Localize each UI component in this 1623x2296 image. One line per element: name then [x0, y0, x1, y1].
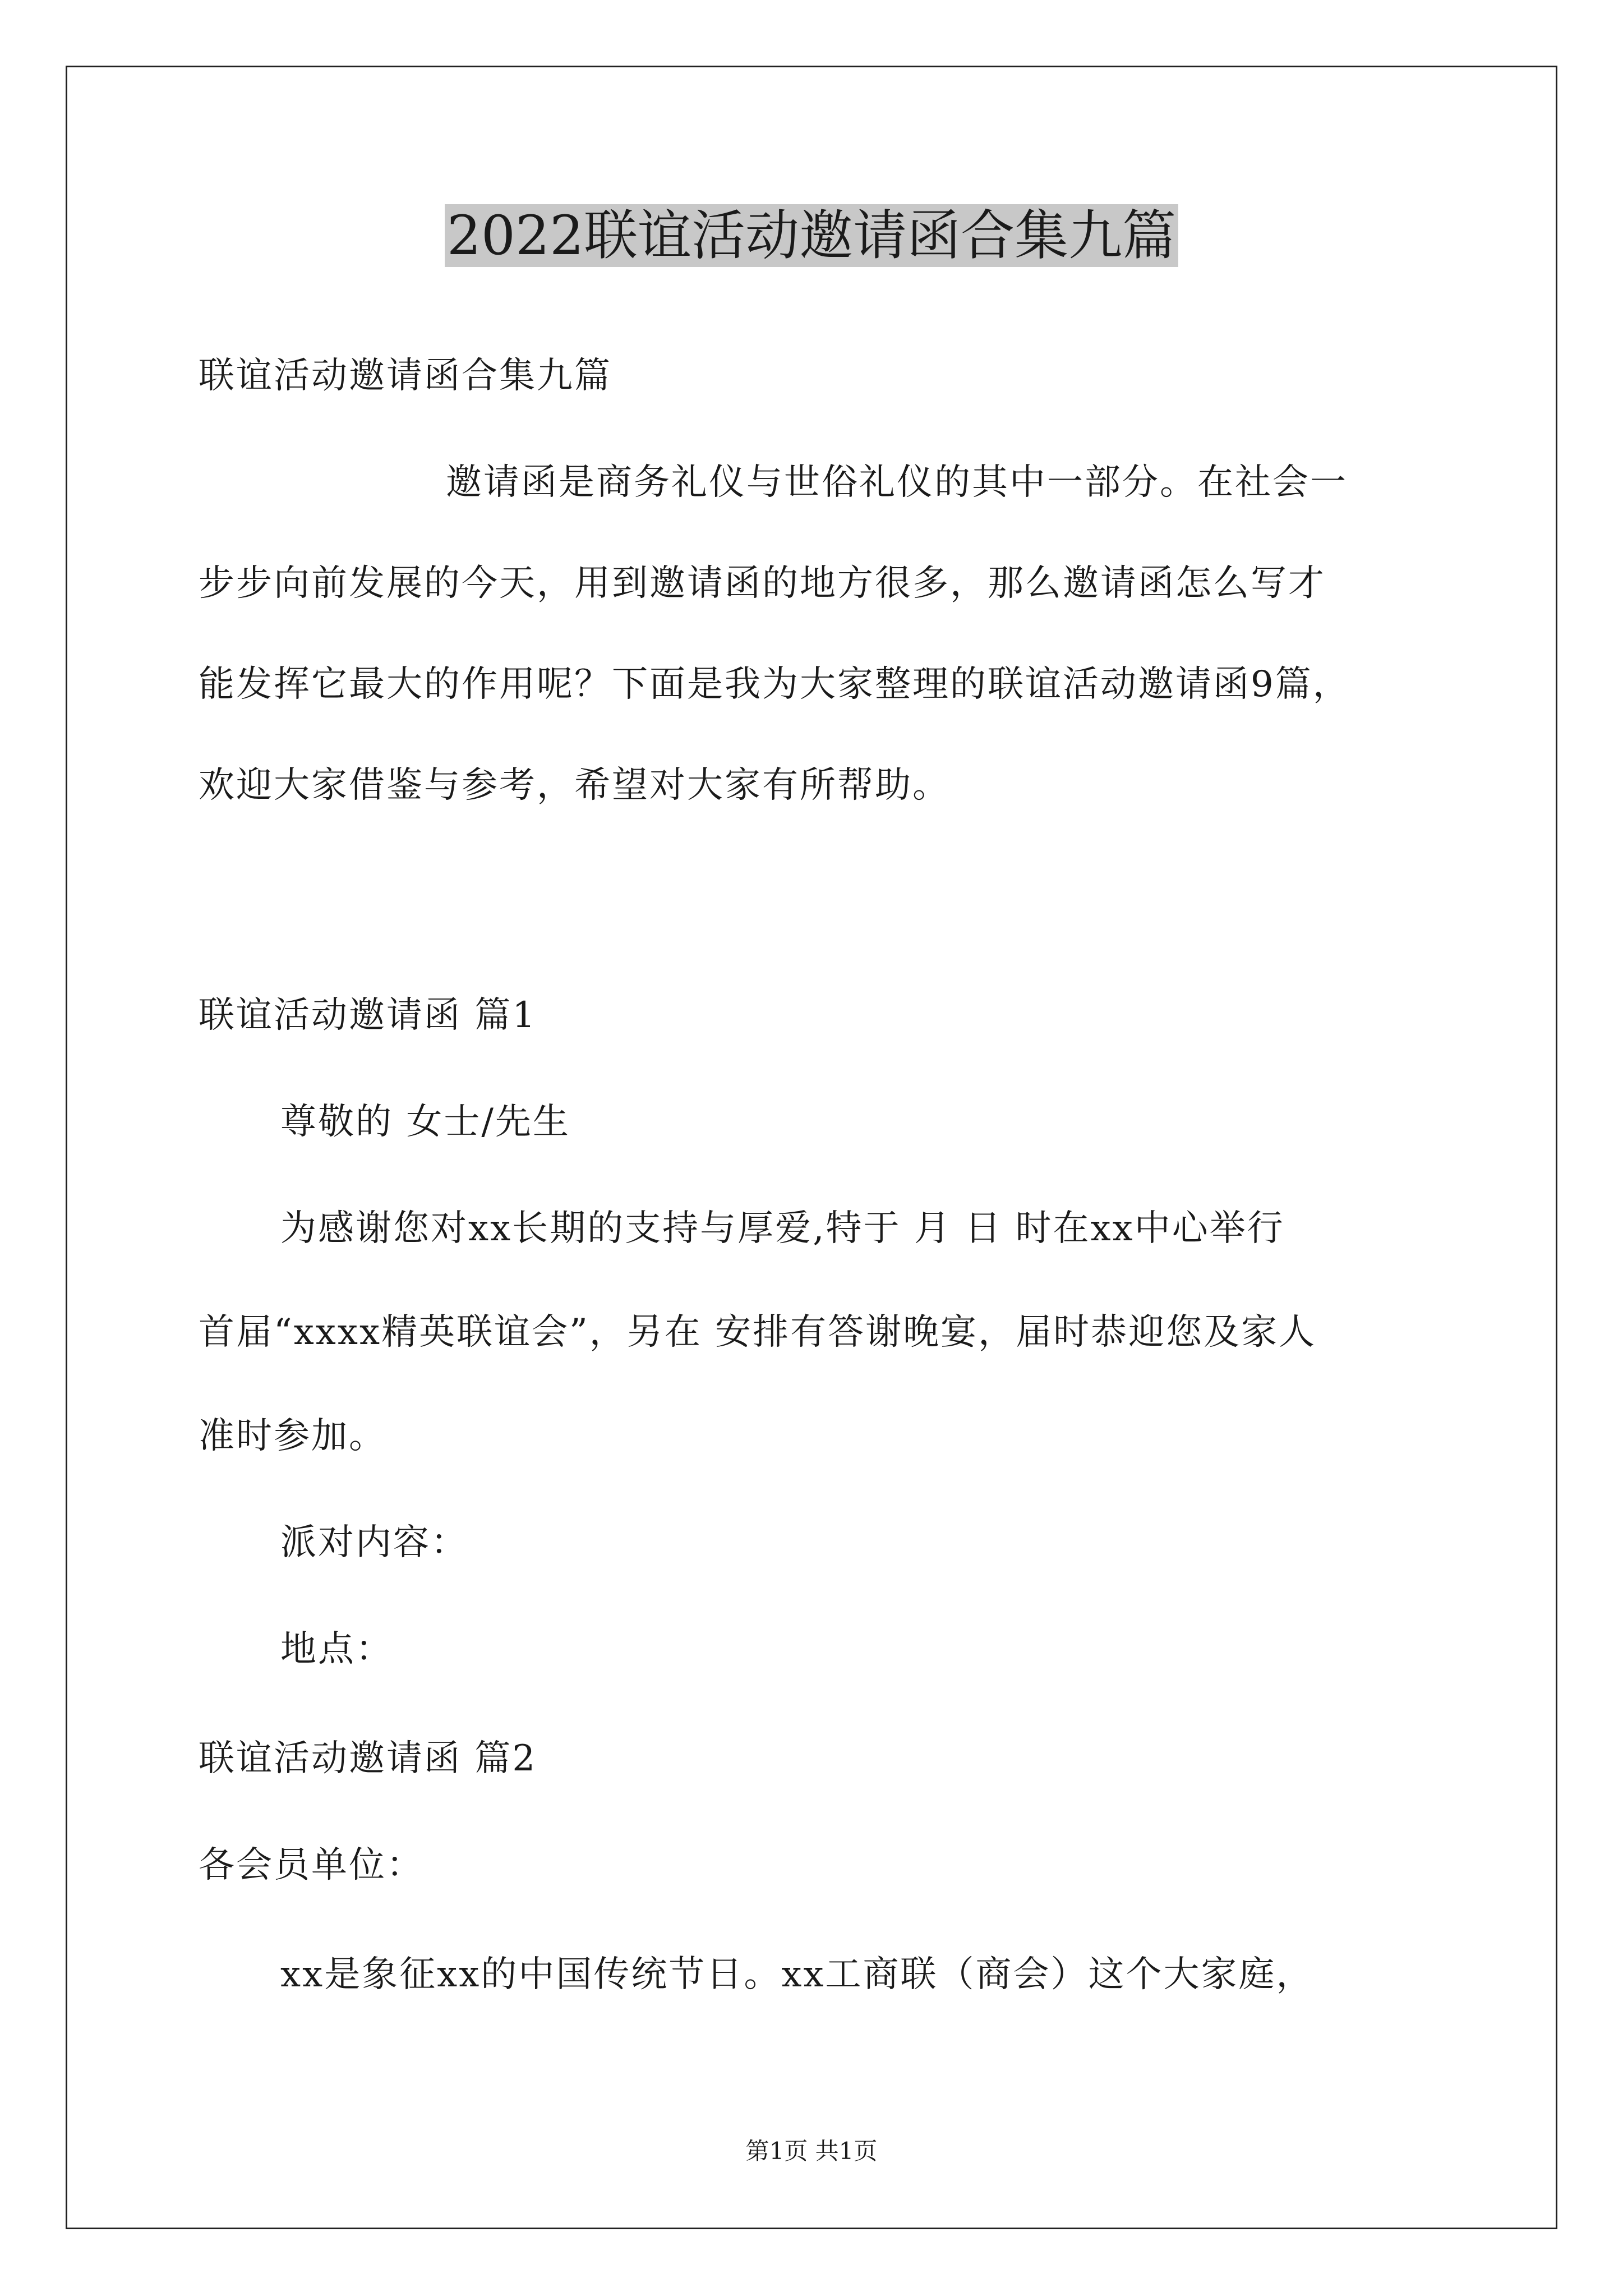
party-content-label: 派对内容： — [280, 1522, 468, 1563]
intro-line-2: 步步向前发展的今天，用到邀请函的地方很多，那么邀请函怎么写才 — [199, 563, 1326, 604]
section-2-heading: 联谊活动邀请函 篇2 — [199, 1738, 537, 1779]
section-1-body-line-2: 首届“xxxx精英联谊会”，另在 安排有答谢晚宴，届时恭迎您及家人 — [199, 1312, 1317, 1353]
subtitle: 联谊活动邀请函合集九篇 — [199, 355, 612, 397]
section-1-body-line-1: 为感谢您对xx长期的支持与厚爱,特于 月 日 时在xx中心举行 — [280, 1208, 1285, 1249]
intro-line-1: 邀请函是商务礼仪与世俗礼仪的其中一部分。在社会一 — [446, 462, 1348, 503]
location-label: 地点： — [280, 1628, 393, 1670]
section-1-heading: 联谊活动邀请函 篇1 — [199, 995, 537, 1036]
section-1-salutation: 尊敬的 女士/先生 — [280, 1101, 570, 1143]
section-2-salutation: 各会员单位： — [199, 1844, 424, 1886]
intro-line-4: 欢迎大家借鉴与参考，希望对大家有所帮助。 — [199, 765, 950, 806]
page-footer: 第1页 共1页 — [745, 2137, 878, 2165]
intro-line-3: 能发挥它最大的作用呢？下面是我为大家整理的联谊活动邀请函9篇， — [199, 664, 1350, 705]
section-2-body-line-1: xx是象征xx的中国传统节日。xx工商联（商会）这个大家庭， — [280, 1954, 1314, 1995]
document-title — [0, 199, 1623, 272]
document-title-text: 2022联谊活动邀请函合集九篇 — [445, 204, 1178, 267]
section-1-body-line-3: 准时参加。 — [199, 1415, 386, 1457]
